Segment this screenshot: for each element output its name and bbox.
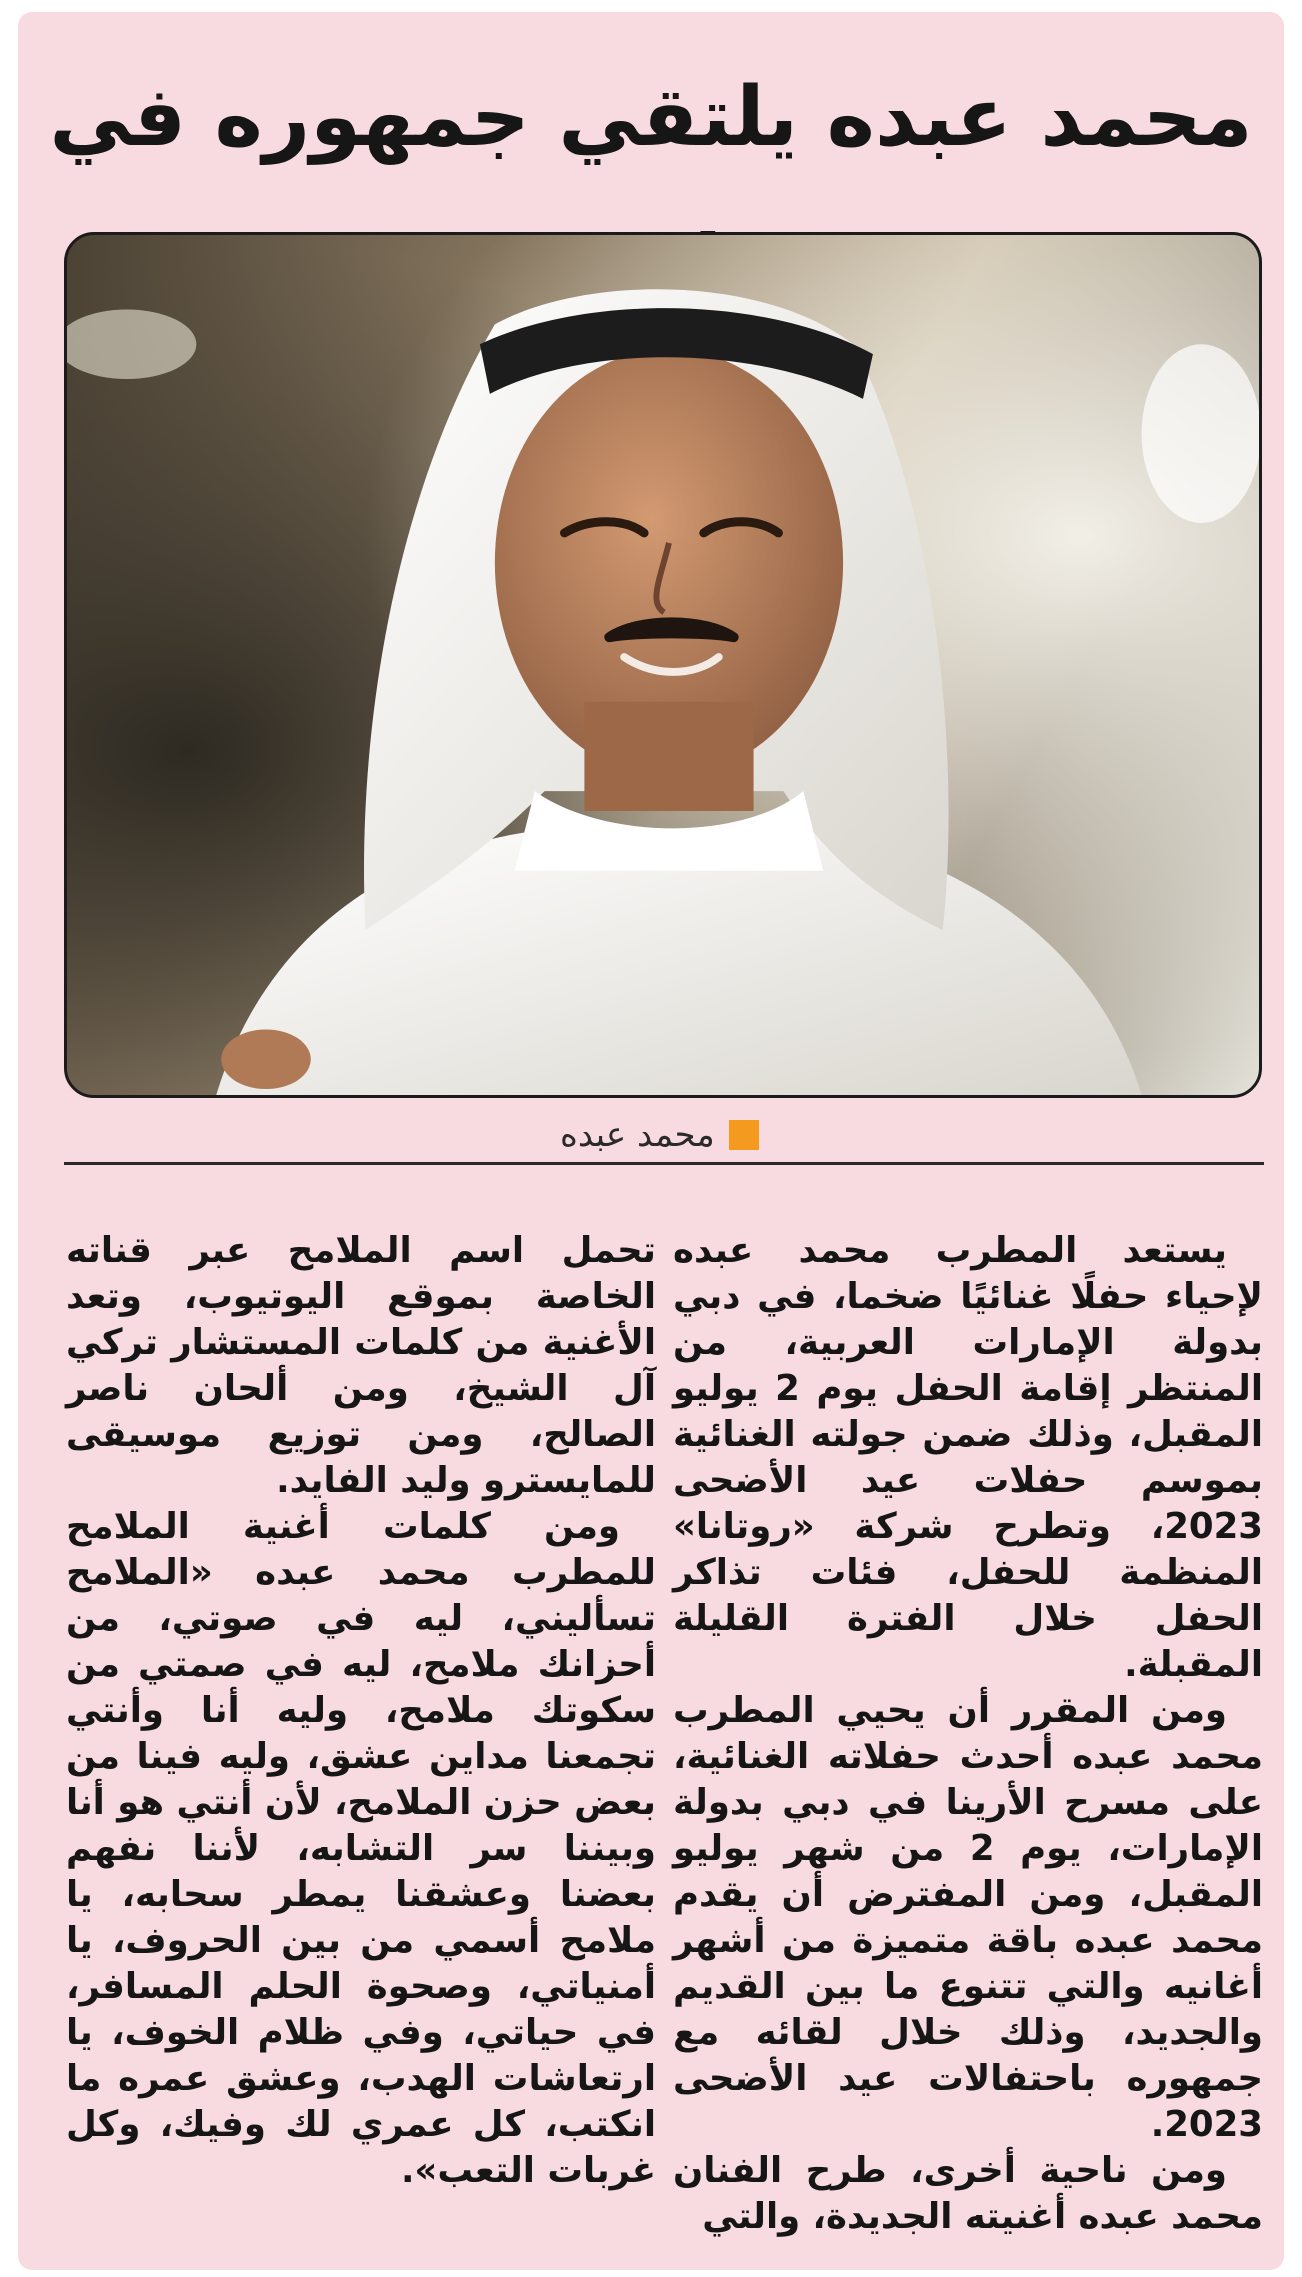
caption-marker	[729, 1120, 759, 1150]
article-column-left	[66, 1228, 656, 2194]
paragraph: يستعد المطرب محمد عبده لإحياء حفلًا غنائيًا ضخما، في دبي بدولة الإمارات العربية، من المنتظر إقامة الحفل يوم 2 يوليو المقبل، وذلك ضمن جولته الغنائية بموسم حفلات عيد الأضحى 2023، وتطرح شركة «روتانا» المنظمة للحفل، فئات تذاكر الحفل خلال الفترة القليلة المقبلة.	[673, 1230, 1263, 1685]
caption-text: محمد عبده	[560, 1115, 715, 1155]
headline: محمد عبده يلتقي جمهوره في	[49, 70, 1253, 165]
article-photo	[64, 232, 1262, 1098]
paragraph: ومن ناحية أخرى، طرح الفنان محمد عبده أغنيته الجديدة، والتي	[673, 2150, 1263, 2237]
photo-caption	[560, 1110, 759, 1160]
caption-divider	[64, 1162, 1264, 1165]
paragraph: تحمل اسم الملامح عبر قناته الخاصة بموقع اليوتيوب، وتعد الأغنية من كلمات المستشار تركي آل الشيخ، ومن ألحان ناصر الصالح، ومن توزيع موسيقى للمايسترو وليد الفايد.	[66, 1230, 656, 1501]
paragraph: ومن كلمات أغنية الملامح للمطرب محمد عبده «الملامح تسأليني، ليه في صوتي، من أحزانك ملامح، ليه في صمتي من سكوتك ملامح، وليه أنا وأنتي تجمعنا مداين عشق، وليه فينا من بعض حزن الملامح، لأن أنتي هو أنا وبيننا سر التشابه، لأننا نفهم بعضنا وعشقنا يمطر سحابه، يا ملامح أسمي من بين الحروف، يا أمنياتي، وصحوة الحلم المسافر، في حياتي، وفي ظلام الخوف، يا ارتعاشات الهدب، وعشق عمره ما انكتب، كل عمري لك وفيك، وكل غربات التعب».	[66, 1506, 656, 2191]
portrait-illustration	[67, 235, 1259, 1095]
paragraph: ومن المقرر أن يحيي المطرب محمد عبده أحدث حفلاته الغنائية، على مسرح الأرينا في دبي بدولة الإمارات، يوم 2 من شهر يوليو المقبل، ومن المفترض أن يقدم محمد عبده باقة متميزة من أشهر أغانيه والتي تتنوع ما بين القديم والجديد، وذلك خلال لقائه مع جمهوره باحتفالات عيد الأضحى 2023.	[673, 1690, 1263, 2145]
article-column-right	[673, 1228, 1263, 2240]
